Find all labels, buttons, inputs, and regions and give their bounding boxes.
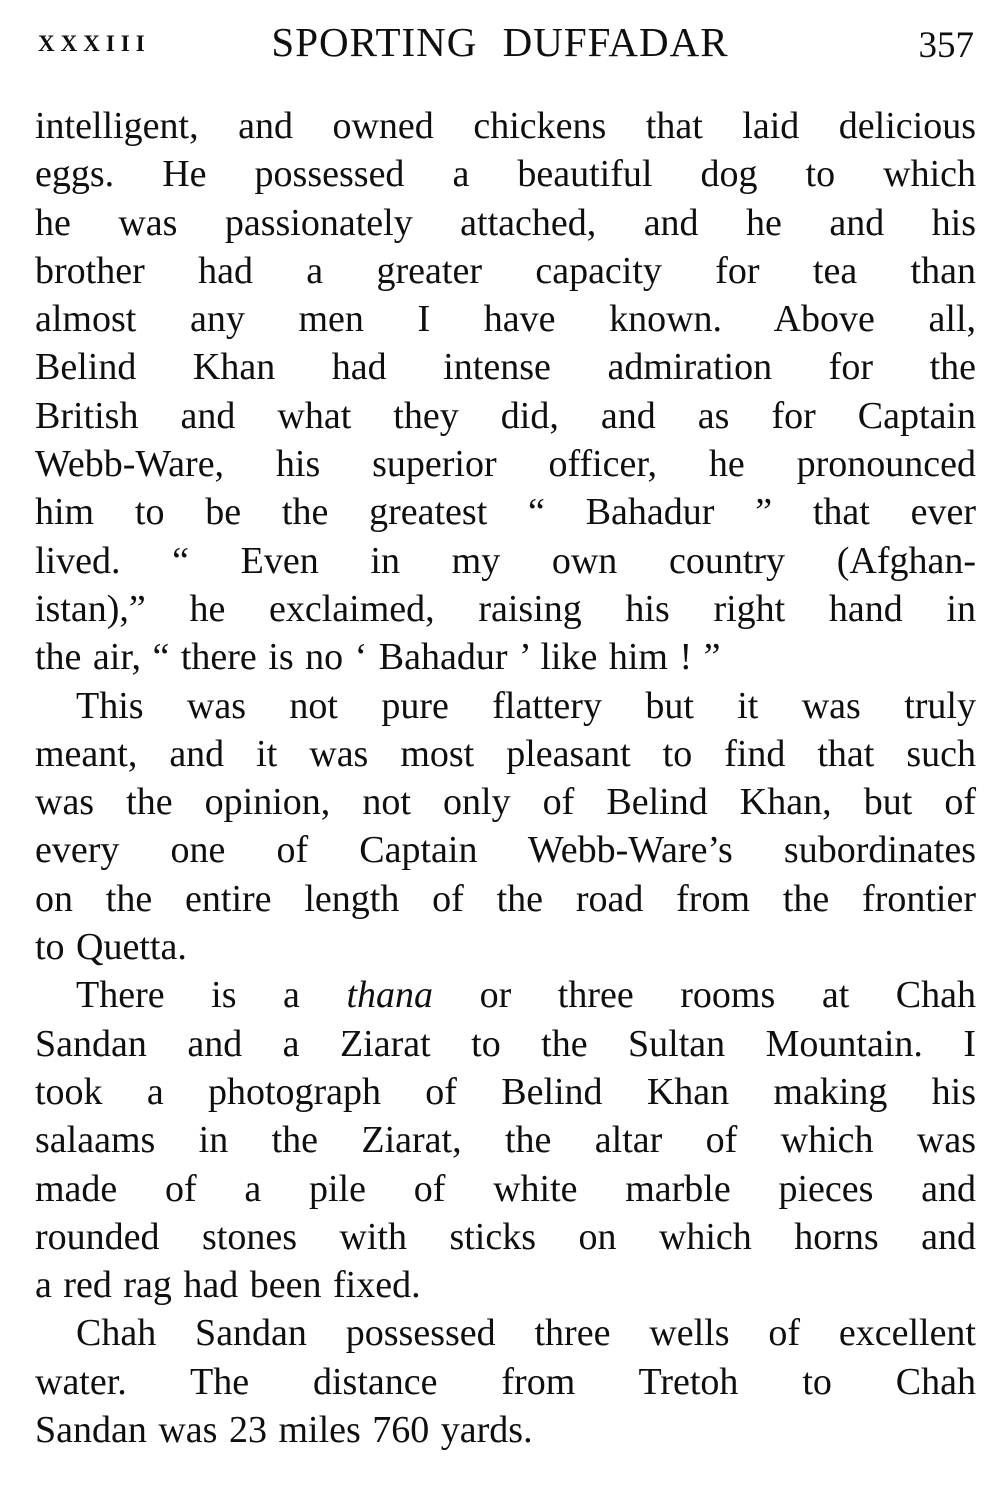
text-line: eggs. He possessed a beautiful dog to which: [35, 153, 976, 196]
page-number: 357: [918, 25, 974, 66]
paragraph: [35, 682, 976, 972]
page-title: SPORTING DUFFADAR: [271, 19, 729, 65]
text-segment: or three rooms at Chah: [433, 974, 977, 1017]
text-line: he was passionately attached, and he and his: [35, 201, 976, 244]
text-line: This was not pure flattery but it was truly: [76, 684, 976, 727]
text-line: him to be the greatest “ Bahadur ” that ever: [35, 491, 976, 534]
text-column: [35, 102, 976, 1454]
text-line: meant, and it was most pleasant to find that such: [35, 732, 976, 775]
text-line: water. The distance from Tretoh to Chah: [35, 1360, 976, 1403]
text-line: Webb-Ware, his superior officer, he pronounced: [35, 443, 976, 486]
paragraph: [35, 102, 976, 682]
text-line: rounded stones with sticks on which horns and: [35, 1215, 976, 1258]
paragraph: [35, 1309, 976, 1454]
text-line: brother had a greater capacity for tea than: [35, 249, 976, 292]
text-line: took a photograph of Belind Khan making his: [35, 1070, 976, 1113]
text-line: Chah Sandan possessed three wells of excellent: [76, 1312, 976, 1355]
italic-term: thana: [346, 974, 434, 1017]
text-line: salaams in the Ziarat, the altar of which was: [35, 1119, 976, 1162]
text-line: intelligent, and owned chickens that laid delicious: [35, 105, 976, 147]
paragraph: [35, 971, 976, 1309]
text-line: [35, 971, 976, 1019]
text-line: the air, “ there is no ‘ Bahadur ’ like him ! ”: [35, 636, 721, 679]
text-line: to Quetta.: [35, 926, 187, 969]
text-line: Sandan and a Ziarat to the Sultan Mountain. I: [35, 1022, 976, 1065]
text-line: a red rag had been fixed.: [35, 1264, 421, 1307]
text-segment: There is a: [76, 974, 347, 1017]
text-line: Belind Khan had intense admiration for the: [35, 346, 976, 389]
text-line: made of a pile of white marble pieces and: [35, 1167, 976, 1210]
text-line: almost any men I have known. Above all,: [35, 298, 976, 341]
text-line: was the opinion, not only of Belind Khan, but of: [35, 781, 976, 824]
text-line: lived. “ Even in my own country (Afghan-: [35, 539, 976, 582]
text-line: British and what they did, and as for Captain: [35, 394, 976, 437]
text-line: Sandan was 23 miles 760 yards.: [35, 1409, 533, 1452]
text-line: istan),” he exclaimed, raising his right hand in: [35, 587, 976, 630]
running-head: [0, 0, 1000, 80]
text-line: every one of Captain Webb-Ware’s subordinates: [35, 829, 976, 872]
chapter-numeral: XXXIII: [38, 31, 151, 56]
text-line: on the entire length of the road from the frontier: [35, 877, 976, 920]
